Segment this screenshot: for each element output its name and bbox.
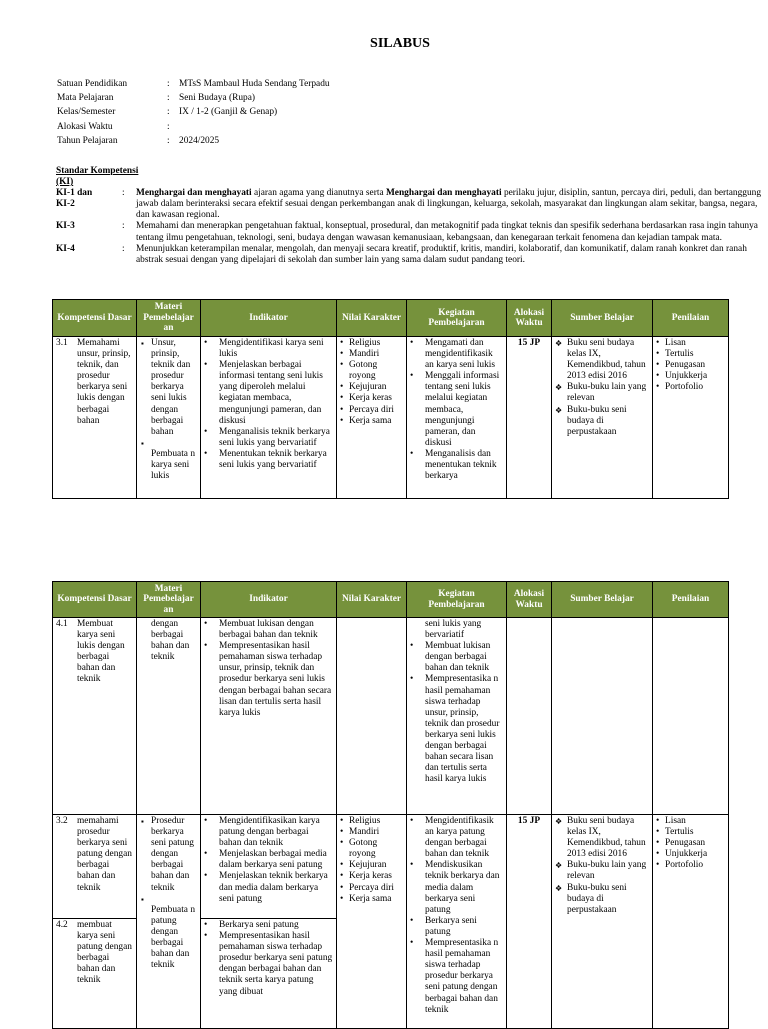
list-item: • Menjelaskan berbagai informasi tentang seni lukis yang diperoleh melalui kegiatan membaca, mengunjungi pameran, dan diskusi bbox=[204, 360, 333, 427]
sumber-cell bbox=[552, 815, 653, 1029]
ki-text: Menunjukkan keterampilan menalar, mengolah, dan menyaji secara kreatif, produktif, kritis, mandiri, kolaboratif, dan komunikatif, dalam ranah konkret dan ranah abstrak sesuai dengan yang dipelajari di sekolah dan sumber lain yang sama dalam sudut pandang teori. bbox=[136, 243, 747, 265]
list-item: • Unjukkerja bbox=[656, 371, 725, 382]
kd-item bbox=[56, 619, 133, 686]
list-item: • Religius bbox=[340, 338, 403, 349]
header-nilai-karakter: Nilai Karakter bbox=[337, 582, 407, 618]
kd-number: 4.1 bbox=[56, 619, 68, 629]
info-row bbox=[57, 107, 330, 121]
list-item: • Gotong royong bbox=[340, 838, 403, 860]
table-header-row bbox=[53, 300, 729, 337]
info-value: IX / 1-2 (Ganjil & Genap) bbox=[179, 107, 278, 118]
info-value: 2024/2025 bbox=[179, 135, 220, 146]
header-alokasi: Alokasi Waktu bbox=[507, 300, 552, 337]
document-title: SILABUS bbox=[370, 36, 430, 51]
info-label: Alokasi Waktu bbox=[57, 121, 113, 132]
list-item: • Portofolio bbox=[656, 382, 725, 393]
ki-colon: : bbox=[122, 221, 125, 232]
kd-item bbox=[56, 920, 133, 987]
penilaian-list bbox=[656, 338, 725, 393]
header-sumber: Sumber Belajar bbox=[552, 582, 653, 618]
list-item: • Portofolio bbox=[656, 860, 725, 871]
materi-text: Pembuata n patung dengan berbagai bahan dan teknik bbox=[151, 904, 196, 971]
kd-cell bbox=[53, 618, 137, 815]
indikator-list bbox=[204, 920, 333, 998]
kd-item bbox=[56, 816, 133, 894]
header-nilai-karakter: Nilai Karakter bbox=[337, 300, 407, 337]
header-kompetensi-dasar: Kompetensi Dasar bbox=[53, 582, 137, 618]
ki-code-line: KI-1 dan bbox=[56, 188, 93, 199]
list-item: • Kerja keras bbox=[340, 871, 403, 882]
list-item: ❖ Buku-buku seni budaya di perpustakaan bbox=[555, 883, 649, 916]
list-item: • Menggali informasi tentang seni lukis melalui kegiatan membaca, mengunjungi pameran, dan diskusi bbox=[410, 371, 503, 449]
header-kegiatan: Kegiatan Pembelajaran bbox=[407, 300, 507, 337]
list-item: ❖ Buku-buku lain yang relevan bbox=[555, 382, 649, 404]
info-colon: : bbox=[167, 93, 170, 104]
info-label: Kelas/Semester bbox=[57, 107, 116, 118]
core-competence-section bbox=[56, 166, 768, 266]
list-item: • Tertulis bbox=[656, 827, 725, 838]
list-item: • Penugasan bbox=[656, 360, 725, 371]
list-item: • Menganalisis dan menentukan teknik berkarya bbox=[410, 449, 503, 482]
list-item: • Unjukkerja bbox=[656, 849, 725, 860]
list-item: • Mengidentifikasi karya seni lukis bbox=[204, 338, 333, 360]
ki-text: Memahami dan menerapkan pengetahuan faktual, konseptual, prosedural, dan metakognitif pada tingkat teknis dan spesifik sederhana berdasarkan rasa ingin tahunya tentang ilmu pengetahuan, teknologi, seni, budaya dengan wawasan kemanusiaan, kebangsaan, dan kenegaraan terkait fenomena dan kejadian tampak mata. bbox=[136, 221, 758, 243]
list-item: • Berkarya seni patung bbox=[204, 920, 333, 931]
list-item: • Mempresentasikan hasil pemahaman siswa terhadap unsur, prinsip, teknik dan prosedur berkarya seni lukis dengan berbagai bahan secara lisan dan tertulis serta hasil karya lukis bbox=[204, 641, 333, 719]
info-value: Seni Budaya (Rupa) bbox=[179, 93, 256, 104]
indikator-list bbox=[204, 619, 333, 719]
list-item: ❖ Buku seni budaya kelas IX, Kemendikbud, tahun 2013 edisi 2016 bbox=[555, 338, 649, 382]
info-label: Mata Pelajaran bbox=[57, 93, 114, 104]
list-item: • Mengidentifikasik an karya patung dengan berbagai bahan dan teknik bbox=[410, 816, 503, 860]
materi-cell bbox=[137, 815, 201, 1029]
ki-heading-abbr: (KI) bbox=[56, 177, 74, 188]
list-item: • Percaya diri bbox=[340, 883, 403, 894]
table-row bbox=[53, 337, 729, 499]
kd-number: 3.1 bbox=[56, 338, 68, 348]
materi-list bbox=[140, 338, 197, 438]
info-label: Satuan Pendidikan bbox=[57, 79, 128, 89]
table-row bbox=[53, 618, 729, 815]
kegiatan-list bbox=[410, 338, 503, 482]
info-value: MTsS Mambaul Huda Sendang Terpadu bbox=[179, 79, 330, 89]
info-row bbox=[57, 122, 330, 136]
materi-cell bbox=[137, 337, 201, 499]
header-alokasi: Alokasi Waktu bbox=[507, 582, 552, 618]
list-item: • Menganalisis teknik berkarya seni lukis yang bervariatif bbox=[204, 427, 333, 449]
info-colon: : bbox=[167, 135, 170, 146]
list-item: • Mandiri bbox=[340, 827, 403, 838]
header-materi: Materi Pemebelajar an bbox=[137, 582, 201, 618]
list-item: • Mempresentasika n hasil pemahaman siswa terhadap prosedur berkarya seni patung dengan berbagai bahan dan teknik bbox=[410, 938, 503, 1016]
indikator-cell bbox=[201, 618, 337, 815]
penilaian-cell bbox=[653, 337, 729, 499]
sumber-cell bbox=[552, 618, 653, 815]
list-item: • Kejujuran bbox=[340, 860, 403, 871]
indikator-cell bbox=[201, 815, 337, 919]
ki-heading: Standar Kompetensi bbox=[56, 166, 139, 176]
nilai-cell bbox=[337, 618, 407, 815]
info-label: Tahun Pelajaran bbox=[57, 135, 118, 146]
kd-cell bbox=[53, 815, 137, 919]
ki-emphasis: Menghargai dan menghayati bbox=[385, 188, 502, 199]
list-item: • Lisan bbox=[656, 816, 725, 827]
ki-colon: : bbox=[122, 243, 125, 254]
ki-colon: : bbox=[122, 188, 125, 199]
nilai-list bbox=[340, 338, 403, 427]
penilaian-list bbox=[656, 816, 725, 871]
list-item: • Kerja sama bbox=[340, 894, 403, 905]
identity-block bbox=[57, 79, 330, 150]
info-colon: : bbox=[167, 107, 170, 118]
ki-text-part: perilaku jujur, disiplin, santun, percaya diri, peduli, dan bertanggung jawab dalam berinteraksi secara efektif sesuai dengan perkembangan anak di lingkungan, keluarga, sekolah, masyarakat dan lingkungan alam sekitar, bangsa, negara, dan kawasan regional. bbox=[136, 188, 762, 221]
indikator-cell bbox=[201, 337, 337, 499]
kd-text: Memahami unsur, prinsip, teknik, dan prosedur berkarya seni lukis dengan berbagai bahan bbox=[77, 338, 131, 426]
materi-text: dengan berbagai bahan dan teknik bbox=[151, 619, 190, 663]
info-colon: : bbox=[167, 121, 170, 132]
list-item: • Tertulis bbox=[656, 349, 725, 360]
header-kompetensi-dasar: Kompetensi Dasar bbox=[53, 300, 137, 337]
kd-text: Membuat karya seni lukis dengan berbagai bahan dan teknik bbox=[77, 619, 125, 685]
info-colon: : bbox=[167, 79, 170, 89]
ki-row bbox=[56, 188, 768, 221]
info-row bbox=[57, 79, 330, 93]
kegiatan-cell bbox=[407, 815, 507, 1029]
penilaian-cell bbox=[653, 618, 729, 815]
table-header-row bbox=[53, 582, 729, 618]
sumber-cell bbox=[552, 337, 653, 499]
list-item: • Mempresentasika n hasil pemahaman siswa terhadap unsur, prinsip, teknik dan prosedur berkarya seni lukis dengan berbagai bahan secara lisan dan tertulis serta hasil karya lukis bbox=[410, 674, 503, 785]
materi-text: Pembuata n karya seni lukis bbox=[151, 448, 196, 482]
list-item: • Mendiskusikan teknik berkarya dan media dalam berkarya seni patung bbox=[410, 860, 503, 915]
kd-number: 4.2 bbox=[56, 920, 68, 930]
ki-emphasis: Menghargai dan menghayati bbox=[136, 188, 252, 199]
sumber-list bbox=[555, 816, 649, 916]
materi-list bbox=[140, 816, 197, 894]
sumber-list bbox=[555, 338, 649, 438]
list-item: ❖ Buku-buku seni budaya di perpustakaan bbox=[555, 405, 649, 438]
list-item: ▪ Unsur, prinsip, teknik dan prosedur berkarya seni lukis dengan berbagai bahan bbox=[140, 338, 197, 438]
alokasi-cell: 15 JP bbox=[507, 337, 552, 499]
ki-text bbox=[136, 188, 768, 221]
ki-code bbox=[56, 188, 122, 221]
alokasi-cell bbox=[507, 618, 552, 815]
list-item: • Kerja keras bbox=[340, 393, 403, 404]
kd-number: 3.2 bbox=[56, 816, 68, 826]
alokasi-cell: 15 JP bbox=[507, 815, 552, 1029]
nilai-cell bbox=[337, 815, 407, 1029]
kd-item bbox=[56, 338, 133, 427]
list-item: • Penugasan bbox=[656, 838, 725, 849]
list-item: ▪ Prosedur berkarya seni patung dengan berbagai bahan dan teknik bbox=[140, 816, 197, 894]
header-penilaian: Penilaian bbox=[653, 300, 729, 337]
list-item: • Kejujuran bbox=[340, 382, 403, 393]
kegiatan-list bbox=[410, 816, 503, 1016]
syllabus-table bbox=[52, 299, 729, 499]
list-item: • Menjelaskan teknik berkarya dan media dalam berkarya seni patung bbox=[204, 871, 333, 904]
list-item: • Menjelaskan berbagai media dalam berkarya seni patung bbox=[204, 849, 333, 871]
header-indikator: Indikator bbox=[201, 582, 337, 618]
list-item: • Membuat lukisan dengan berbagai bahan dan teknik bbox=[410, 641, 503, 674]
table-row bbox=[53, 815, 729, 919]
kegiatan-list bbox=[410, 641, 503, 785]
header-kegiatan: Kegiatan Pembelajaran bbox=[407, 582, 507, 618]
list-item: • Percaya diri bbox=[340, 405, 403, 416]
ki-code-line: KI-2 bbox=[56, 199, 75, 210]
list-item: • Berkarya seni patung bbox=[410, 916, 503, 938]
ki-row bbox=[56, 244, 768, 266]
kegiatan-continued-text: seni lukis yang bervariatif bbox=[425, 619, 482, 641]
kd-cell bbox=[53, 919, 137, 1029]
syllabus-table-continued bbox=[52, 581, 729, 1029]
kegiatan-cell bbox=[407, 337, 507, 499]
header-indikator: Indikator bbox=[201, 300, 337, 337]
header-materi: Materi Pemebelajar an bbox=[137, 300, 201, 337]
kd-text: membuat karya seni patung dengan berbagai bahan dan teknik bbox=[77, 920, 132, 986]
ki-row bbox=[56, 221, 768, 243]
nilai-list bbox=[340, 816, 403, 905]
list-item: • Gotong royong bbox=[340, 360, 403, 382]
list-item: ❖ Buku-buku lain yang relevan bbox=[555, 860, 649, 882]
list-item: • Lisan bbox=[656, 338, 725, 349]
list-item: • Mengamati dan mengidentifikasik an karya seni lukis bbox=[410, 338, 503, 371]
list-item: • Mandiri bbox=[340, 349, 403, 360]
list-item: • Menentukan teknik berkarya seni lukis yang bervariatif bbox=[204, 449, 333, 471]
ki-code: KI-4 bbox=[56, 243, 75, 254]
list-item: • Kerja sama bbox=[340, 416, 403, 427]
list-item: • Membuat lukisan dengan berbagai bahan dan teknik bbox=[204, 619, 333, 641]
nilai-cell bbox=[337, 337, 407, 499]
indikator-cell bbox=[201, 919, 337, 1029]
header-penilaian: Penilaian bbox=[653, 582, 729, 618]
list-item: • Mempresentasikan hasil pemahaman siswa terhadap prosedur berkarya seni patung dengan berbagai bahan dan teknik serta karya patung yang dibuat bbox=[204, 931, 333, 998]
header-sumber: Sumber Belajar bbox=[552, 300, 653, 337]
kegiatan-cell bbox=[407, 618, 507, 815]
list-item: • Religius bbox=[340, 816, 403, 827]
list-item: ❖ Buku seni budaya kelas IX, Kemendikbud, tahun 2013 edisi 2016 bbox=[555, 816, 649, 860]
penilaian-cell bbox=[653, 815, 729, 1029]
list-item: • Mengidentifikasikan karya patung dengan berbagai bahan dan teknik bbox=[204, 816, 333, 849]
kd-cell bbox=[53, 337, 137, 499]
info-row bbox=[57, 93, 330, 107]
indikator-list bbox=[204, 338, 333, 471]
kd-text: memahami prosedur berkarya seni patung dengan berbagai bahan dan teknik bbox=[77, 816, 132, 893]
ki-code: KI-3 bbox=[56, 221, 75, 232]
materi-cell bbox=[137, 618, 201, 815]
info-row bbox=[57, 136, 330, 150]
indikator-list bbox=[204, 816, 333, 905]
ki-text-part: ajaran agama yang dianutnya serta bbox=[251, 188, 386, 199]
